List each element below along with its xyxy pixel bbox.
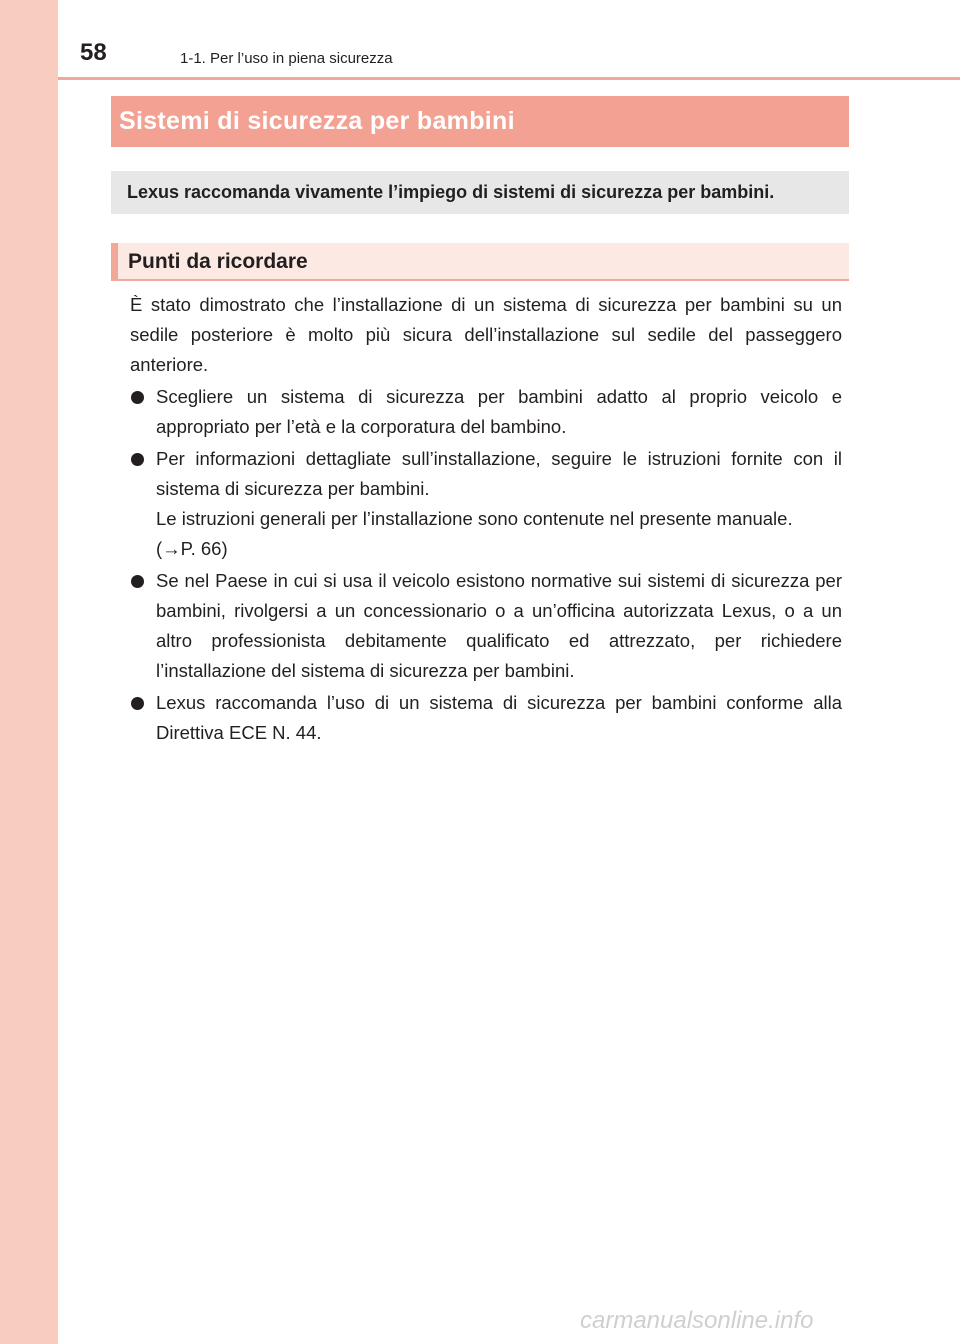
list-item [130, 444, 842, 564]
list-item-text: Scegliere un sistema di sicurezza per bambini adatto al proprio veicolo e appropriato per l’età e la corporatura del bambino. [156, 386, 842, 437]
intro-text: Lexus raccomanda vivamente l’impiego di sistemi di sicurezza per bambini. [127, 182, 775, 202]
watermark: carmanualsonline.info [580, 1307, 814, 1334]
list-item [130, 382, 842, 442]
page-title: Sistemi di sicurezza per bambini [119, 107, 515, 135]
list-item [130, 566, 842, 686]
list-item-extra-text: Le istruzioni generali per l’installazione sono contenute nel presente manuale. [156, 508, 793, 529]
bullet-icon [131, 391, 144, 404]
list-item-text: Se nel Paese in cui si usa il veicolo esistono normative sui sistemi di sicurezza per bambini, rivolgersi a un concessionario o a un’officina autorizzata Lexus, o a un altro professionista debitamente qualificato ed attrezzato, per richiedere l’installazione del sistema di sicurezza per bambini. [156, 570, 842, 681]
main-content [130, 290, 842, 750]
list-item [130, 688, 842, 748]
page-number: 58 [80, 39, 107, 66]
intro-paragraph: È stato dimostrato che l’installazione di un sistema di sicurezza per bambini su un sedile posteriore è molto più sicura dell’installazione sul sedile del passeggero anteriore. [130, 294, 842, 375]
list-item-text: Per informazioni dettagliate sull’installazione, seguire le istruzioni fornite con il sistema di sicurezza per bambini. [156, 448, 842, 499]
list-item-text: Lexus raccomanda l’uso di un sistema di sicurezza per bambini conforme alla Direttiva ECE N. 44. [156, 692, 842, 743]
bullet-icon [131, 575, 144, 588]
page-reference-link[interactable]: (→P. 66) [156, 538, 228, 559]
bullet-icon [131, 697, 144, 710]
header-rule [58, 77, 960, 80]
sub-heading [111, 243, 849, 281]
left-margin-band [0, 0, 58, 1344]
bullet-icon [131, 453, 144, 466]
title-bar [111, 96, 849, 147]
sub-heading-title: Punti da ricordare [128, 250, 308, 273]
intro-box [111, 171, 849, 214]
section-path: 1-1. Per l’uso in piena sicurezza [180, 50, 393, 67]
